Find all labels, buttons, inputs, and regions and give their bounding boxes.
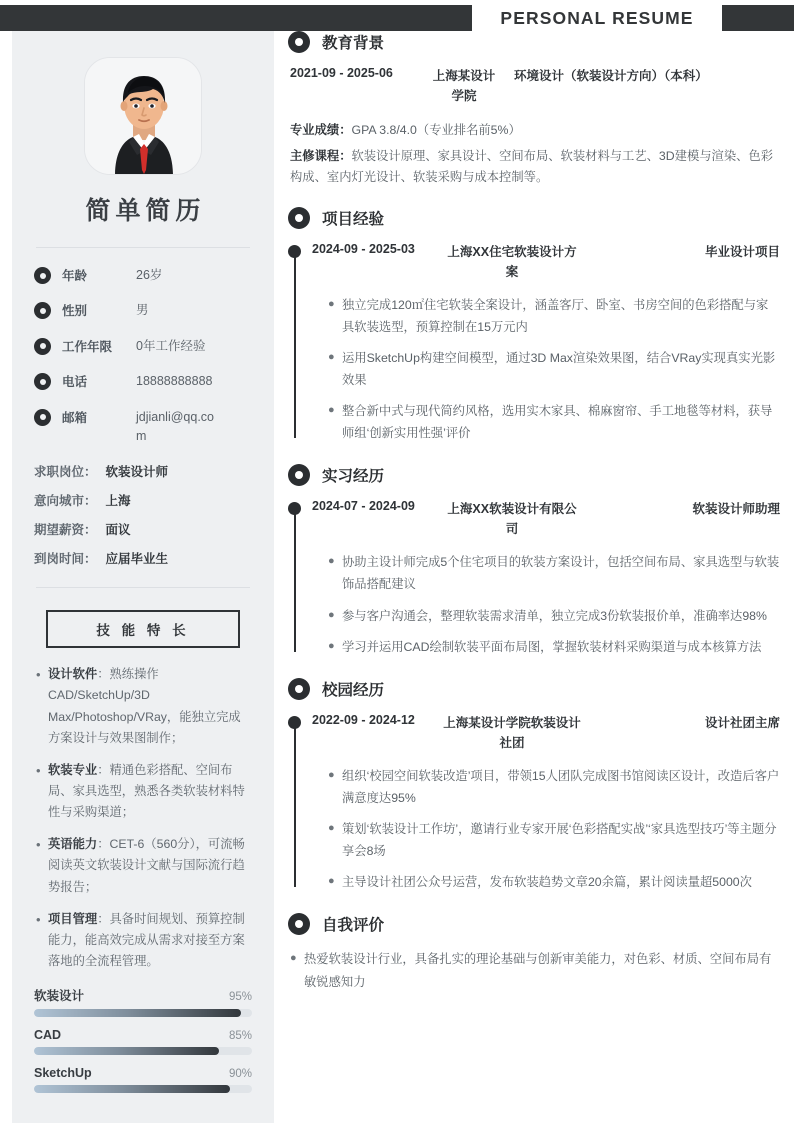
bullet-icon: ● (328, 768, 335, 781)
info-value: 26岁 (136, 268, 163, 282)
preference-row-city (34, 491, 252, 509)
avatar (84, 57, 202, 175)
bullet-icon: ● (290, 952, 297, 965)
section-dot-icon (288, 678, 310, 700)
campus-org: 上海某设计学院软装设计社团 (443, 715, 581, 750)
section-campus (288, 678, 780, 894)
education-grade-value: GPA 3.8/4.0（专业排名前5%） (351, 123, 521, 137)
education-grade (290, 120, 780, 142)
bullet-text: 热爱软装设计行业，具备扎实的理论基础与创新审美能力，对色彩、材质、空间布局有敏锐感知力 (304, 952, 772, 989)
bullet-dot-icon (34, 373, 51, 390)
skill-bar-fill (34, 1047, 219, 1055)
timeline-line (294, 725, 297, 888)
education-school: 上海某设计学院 (432, 69, 496, 103)
education-grade-label: 专业成绩： (290, 123, 352, 137)
bullet-text: 主导设计社团公众号运营，发布软装趋势文章20余篇，累计阅读量超5000次 (342, 875, 752, 890)
section-dot-icon (288, 464, 310, 486)
bullet-item (328, 818, 780, 862)
skill-point-text: ：熟练操作CAD/SketchUp/3D Max/Photoshop/VRay，能独立完成方案设计与效果图制作； (48, 667, 241, 745)
bullet-text: 组织‘校园空间软装改造’项目，带领15人团队完成图书馆阅读区设计，改造后客户满意度达95% (342, 768, 780, 805)
section-internship (288, 464, 780, 658)
main-content (288, 31, 780, 1123)
info-value: 18888888888 (136, 374, 213, 389)
internship-header-row (312, 499, 780, 539)
sidebar-divider-top (36, 247, 250, 248)
skill-bar-percent: 90% (228, 1068, 252, 1081)
project-header-row (312, 242, 780, 282)
bullet-icon: ● (328, 875, 335, 888)
bullet-text: 协助主设计师完成5个住宅项目的软装方案设计，包括空间布局、家具选型与软装饰品搭配建议 (342, 555, 780, 592)
bullet-icon: ● (328, 404, 335, 417)
bullet-icon: ● (328, 822, 335, 835)
internship-date: 2024-07 - 2024-09 (312, 499, 415, 514)
skill-bar-percent: 85% (228, 1030, 252, 1043)
bullet-item (290, 948, 780, 992)
info-row-gender (34, 301, 252, 320)
self-evaluation-bullets (288, 948, 780, 992)
education-row (288, 66, 780, 106)
skill-bar-block (34, 1066, 252, 1093)
section-title: 校园经历 (322, 681, 385, 699)
bullet-icon: • (36, 837, 41, 853)
skill-point-text: ：具备时间规划、预算控制能力，能高效完成从需求对接至方案落地的全流程管理。 (48, 911, 245, 968)
skills-section-title: 技 能 特 长 (46, 610, 240, 648)
preference-label: 意向城市： (34, 494, 97, 509)
info-value: 0年工作经验 (136, 338, 206, 353)
preference-value: 软装设计师 (105, 465, 169, 480)
job-preference-list (34, 462, 252, 567)
campus-timeline (288, 713, 780, 894)
bullet-icon: ● (328, 350, 335, 363)
info-label: 性别 (62, 304, 88, 319)
bullet-text: 运用SketchUp构建空间模型，通过3D Max渲染效果图，结合VRay实现真实光影效果 (342, 350, 776, 387)
skill-point-label: 设计软件 (48, 667, 98, 682)
campus-header-row (312, 713, 780, 753)
timeline-dot-icon (288, 245, 301, 258)
bullet-item (328, 605, 780, 627)
info-row-email (34, 408, 252, 447)
skill-bar-percent: 95% (228, 991, 252, 1004)
section-title: 实习经历 (322, 468, 385, 486)
info-label: 工作年限 (62, 339, 113, 354)
skill-bar-fill (34, 1009, 241, 1017)
bullet-dot-icon (34, 302, 51, 319)
skill-bars-list (34, 986, 252, 1093)
section-self-evaluation (288, 913, 780, 992)
skill-bar-block (34, 986, 252, 1017)
skill-point-text: ：CET-6（560分），可流畅阅读英文软装设计文献与国际流行趋势报告； (48, 837, 245, 894)
bullet-text: 策划‘软装设计工作坊’，邀请行业专家开展‘色彩搭配实战’‘家具选型技巧’等主题分享会8场 (342, 822, 777, 859)
bullet-item (328, 400, 780, 444)
bullet-item (328, 551, 780, 595)
preference-value: 上海 (105, 494, 131, 509)
info-value: jdjianli@qq.com (136, 409, 215, 443)
preference-value: 面议 (105, 523, 131, 538)
project-date: 2024-09 - 2025-03 (312, 241, 415, 256)
preference-row-availability (34, 549, 252, 567)
info-value: 男 (136, 303, 149, 318)
education-date: 2021-09 - 2025-06 (290, 66, 393, 80)
section-education (288, 31, 780, 189)
header-bar-right-segment (722, 5, 794, 31)
preference-label: 期望薪资： (34, 523, 97, 538)
skill-point-item (36, 664, 252, 749)
education-courses-value: 软装设计原理、家具设计、空间布局、软装材料与工艺、3D建模与渲染、色彩构成、室内灯光设计、软装采购与成本控制等。 (290, 148, 774, 185)
skill-point-label: 软装专业 (48, 762, 98, 777)
bullet-item (328, 347, 780, 391)
section-title: 自我评价 (322, 917, 385, 935)
education-courses-label: 主修课程： (290, 148, 352, 163)
bullet-item (328, 765, 780, 809)
skill-bar-fill (34, 1085, 230, 1093)
skill-bar-name: SketchUp (34, 1066, 92, 1081)
education-courses (290, 146, 780, 189)
avatar-illustration (85, 58, 202, 175)
section-title: 项目经验 (322, 210, 385, 228)
skill-bar-block (34, 1028, 252, 1055)
bullet-dot-icon (34, 267, 51, 284)
internship-timeline (288, 499, 780, 658)
skill-point-label: 英语能力 (48, 837, 98, 852)
info-row-experience (34, 337, 252, 356)
bullet-dot-icon (34, 409, 51, 426)
education-major: 环境设计（软装设计方向）（本科） (514, 69, 708, 83)
campus-date: 2022-09 - 2024-12 (312, 712, 415, 727)
skill-point-label: 项目管理 (48, 911, 98, 926)
bullet-text: 整合新中式与现代简约风格，选用实木家具、棉麻窗帘、手工地毯等材料，获导师组‘创新实用性强’评价 (342, 404, 773, 441)
section-project (288, 207, 780, 445)
section-dot-icon (288, 913, 310, 935)
skill-point-item (36, 909, 252, 972)
internship-bullets (312, 551, 780, 658)
bullet-icon: ● (328, 639, 335, 652)
bullet-icon: • (36, 911, 41, 927)
preference-row-salary (34, 520, 252, 538)
skill-points-list (34, 664, 252, 972)
bullet-icon: ● (328, 555, 335, 568)
skill-bar-track (34, 1009, 252, 1017)
skill-bar-name: CAD (34, 1028, 62, 1043)
project-timeline (288, 242, 780, 445)
project-org: 上海XX住宅软装设计方案 (447, 244, 577, 279)
bullet-text: 学习并运用CAD绘制软装平面布局图，掌握软装材料采购渠道与成本核算方法 (342, 639, 762, 654)
timeline-line (294, 254, 297, 439)
bullet-icon: • (36, 667, 41, 683)
bullet-text: 独立完成120㎡住宅软装全案设计，涵盖客厅、卧室、书房空间的色彩搭配与家具软装选型，预算控制在15万元内 (342, 297, 769, 334)
campus-role: 设计社团主席 (704, 715, 780, 730)
avatar-container (34, 57, 252, 175)
bullet-dot-icon (34, 338, 51, 355)
project-bullets (312, 294, 780, 445)
info-row-phone (34, 372, 252, 391)
skill-bar-name: 软装设计 (34, 989, 85, 1004)
skill-point-text: ：精通色彩搭配、空间布局、家具选型，熟悉各类软装材料特性与采购渠道； (48, 762, 245, 820)
preference-value: 应届毕业生 (105, 552, 169, 567)
sidebar (12, 31, 274, 1123)
skill-point-item (36, 760, 252, 823)
section-dot-icon (288, 31, 310, 53)
timeline-dot-icon (288, 502, 301, 515)
header-bar-left-segment (0, 5, 472, 31)
candidate-name: 简单简历 (85, 197, 206, 225)
sidebar-divider-bottom (36, 587, 250, 588)
info-row-age (34, 266, 252, 285)
info-label: 年龄 (62, 269, 88, 283)
bullet-text: 参与客户沟通会，整理软装需求清单，独立完成3份软装报价单，准确率达98% (342, 608, 767, 623)
bullet-icon: ● (328, 608, 335, 621)
timeline-line (294, 511, 297, 652)
preference-label: 到岗时间： (34, 552, 97, 567)
timeline-dot-icon (288, 716, 301, 729)
skill-bar-track (34, 1047, 252, 1055)
bullet-item (328, 636, 780, 658)
section-dot-icon (288, 207, 310, 229)
bullet-icon: ● (328, 297, 335, 310)
internship-role: 软装设计师助理 (692, 502, 780, 517)
info-label: 邮箱 (62, 410, 88, 425)
info-label: 电话 (62, 375, 88, 390)
section-title: 教育背景 (322, 35, 385, 52)
project-role: 毕业设计项目 (704, 244, 780, 259)
preference-label: 求职岗位： (34, 465, 97, 480)
header-bar (0, 5, 794, 31)
internship-org: 上海XX软装设计有限公司 (447, 502, 577, 537)
campus-bullets (312, 765, 780, 894)
page-title: PERSONAL RESUME (472, 5, 722, 31)
skill-bar-track (34, 1085, 252, 1093)
preference-row-position (34, 462, 252, 480)
bullet-icon: • (36, 762, 41, 778)
skill-point-item (36, 834, 252, 897)
personal-info-list (34, 266, 252, 446)
bullet-item (328, 294, 780, 338)
bullet-item (328, 871, 780, 893)
